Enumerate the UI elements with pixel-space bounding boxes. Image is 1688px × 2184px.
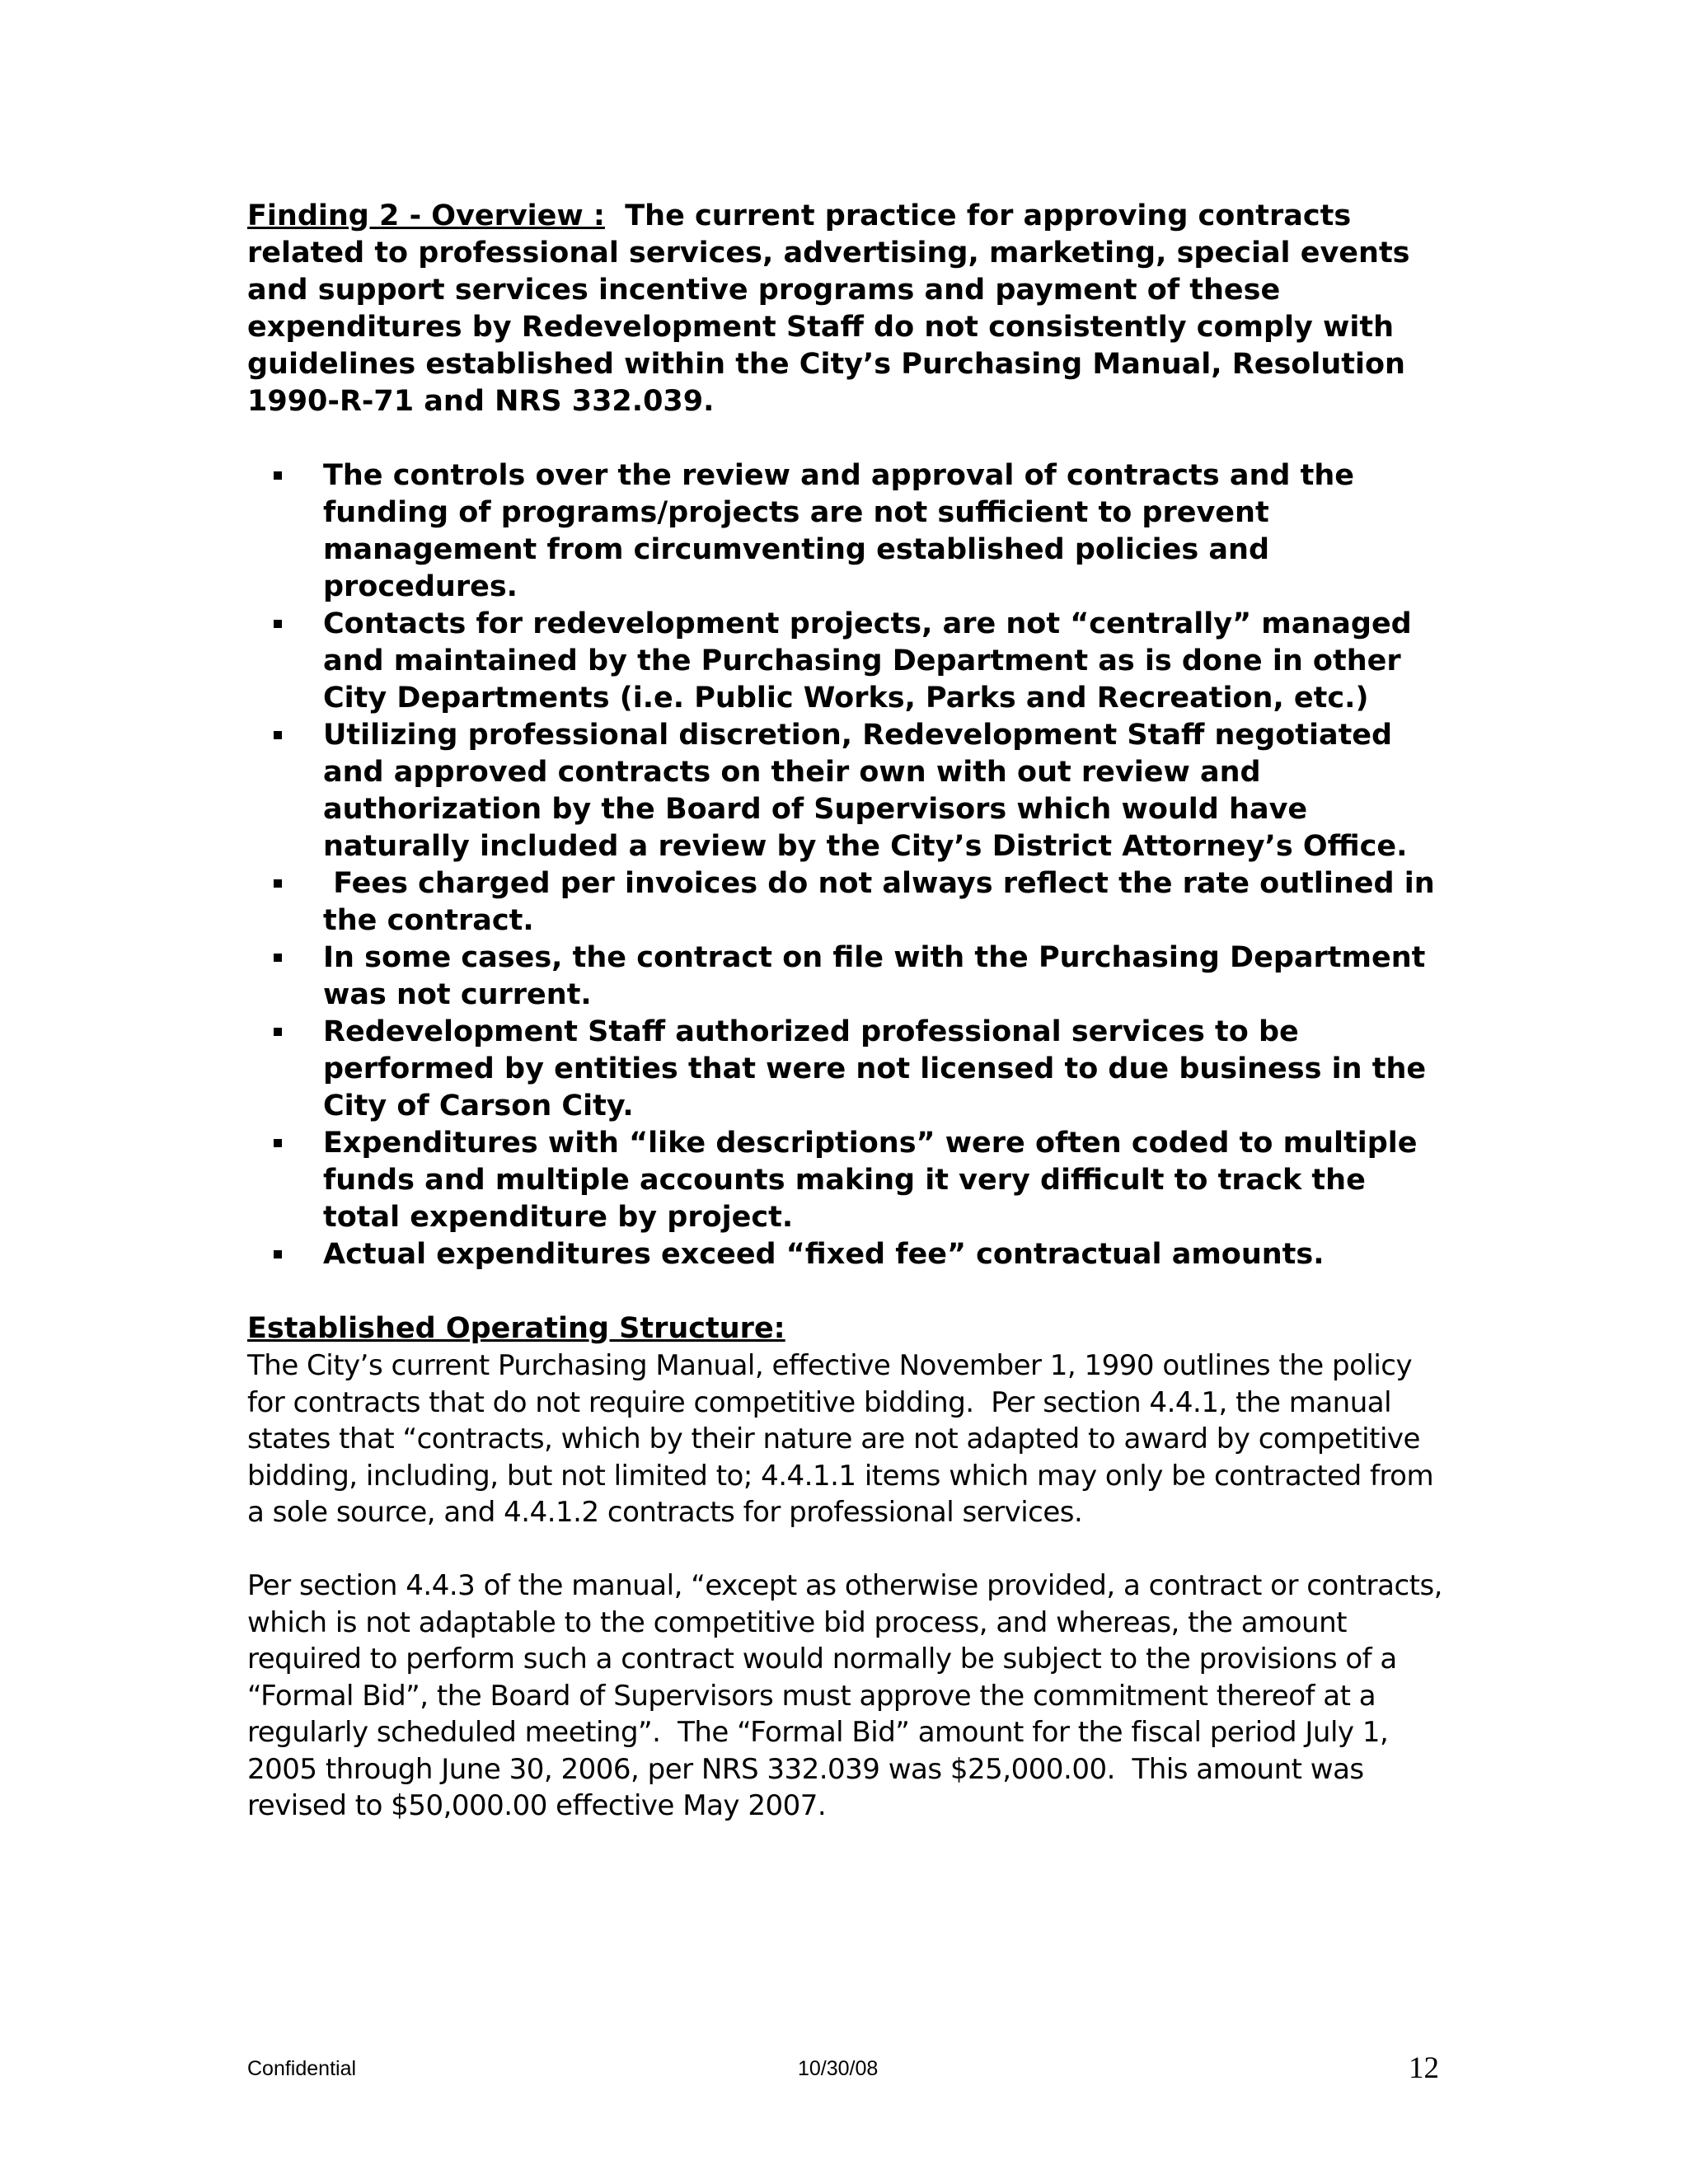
finding-label: Finding 2 - Overview : — [247, 199, 605, 232]
page-number: 12 — [1409, 2051, 1439, 2085]
section-heading: Established Operating Structure: — [247, 1312, 785, 1345]
list-item — [247, 1014, 1451, 1125]
bullet-text: Expenditures with “like descriptions” were often coded to multiple funds and multiple accounts making it very difficult to track the total expenditure by project. — [323, 1127, 1418, 1234]
paragraph: The City’s current Purchasing Manual, effective November 1, 1990 outlines the policy for contracts that do not require competitive bidding. Per section 4.4.1, the manual states that “contracts, which by their nature are not adapted to award by competitive bidding, including, but not limited to; 4.4.1.1 items which may only be contracted from a sole source, and 4.4.1.2 contracts for professional services. — [247, 1349, 1442, 1529]
list-item — [247, 865, 1451, 940]
list-item — [247, 606, 1451, 717]
bullet-text: Fees charged per invoices do not always reflect the rate outlined in the contract. — [323, 867, 1445, 937]
findings-bullet-list — [247, 457, 1451, 1273]
list-item — [247, 940, 1451, 1014]
square-bullet-icon — [274, 1028, 282, 1036]
list-item — [247, 1125, 1451, 1236]
list-item — [247, 457, 1451, 606]
list-item — [247, 717, 1451, 865]
bullet-text: Actual expenditures exceed “fixed fee” contractual amounts. — [323, 1238, 1325, 1271]
square-bullet-icon — [274, 471, 282, 480]
square-bullet-icon — [274, 1139, 282, 1147]
finding-text: The current practice for approving contracts related to professional services, advertising, marketing, special events and support services incentive programs and payment of these expenditures by Redevelopment Staff do not consistently comply with guidelines established within the City’s Purchasing Manual, Resolution 1990-R-71 and NRS 332.039. — [247, 199, 1420, 418]
bullet-text: Redevelopment Staff authorized professional services to be performed by entities that were not licensed to due business in the City of Carson City. — [323, 1015, 1427, 1122]
finding-overview — [247, 198, 1451, 420]
square-bullet-icon — [274, 879, 282, 888]
square-bullet-icon — [274, 1250, 282, 1258]
footer-confidential: Confidential — [247, 2057, 357, 2080]
document-body — [247, 198, 1451, 1825]
list-item — [247, 1236, 1451, 1273]
footer-date: 10/30/08 — [798, 2057, 879, 2080]
bullet-text: Utilizing professional discretion, Redevelopment Staff negotiated and approved contracts on their own with out review and authorization by the Board of Supervisors which would have naturally included a review by the City’s District Attorney’s Office. — [323, 719, 1408, 863]
bullet-text: In some cases, the contract on file with the Purchasing Department was not current. — [323, 941, 1426, 1011]
bullet-text: The controls over the review and approval of contracts and the funding of programs/projects are not sufficient to prevent management from circumventing established policies and procedures. — [323, 459, 1355, 603]
square-bullet-icon — [274, 620, 282, 628]
bullet-text: Contacts for redevelopment projects, are not “centrally” managed and maintained by the Purchasing Department as is done in other City Departments (i.e. Public Works, Parks and Recreation, etc.) — [323, 607, 1412, 715]
paragraph: Per section 4.4.3 of the manual, “except as otherwise provided, a contract or contracts, which is not adaptable to the competitive bid process, and whereas, the amount required to perform such a contract would normally be subject to the provisions of a “Formal Bid”, the Board of Supervisors must approve the commitment thereof at a regularly scheduled meeting”. The “Formal Bid” amount for the fiscal period July 1, 2005 through June 30, 2006, per NRS 332.039 was $25,000.00. This amount was revised to $50,000.00 effective May 2007. — [247, 1569, 1451, 1822]
square-bullet-icon — [274, 954, 282, 962]
square-bullet-icon — [274, 731, 282, 739]
